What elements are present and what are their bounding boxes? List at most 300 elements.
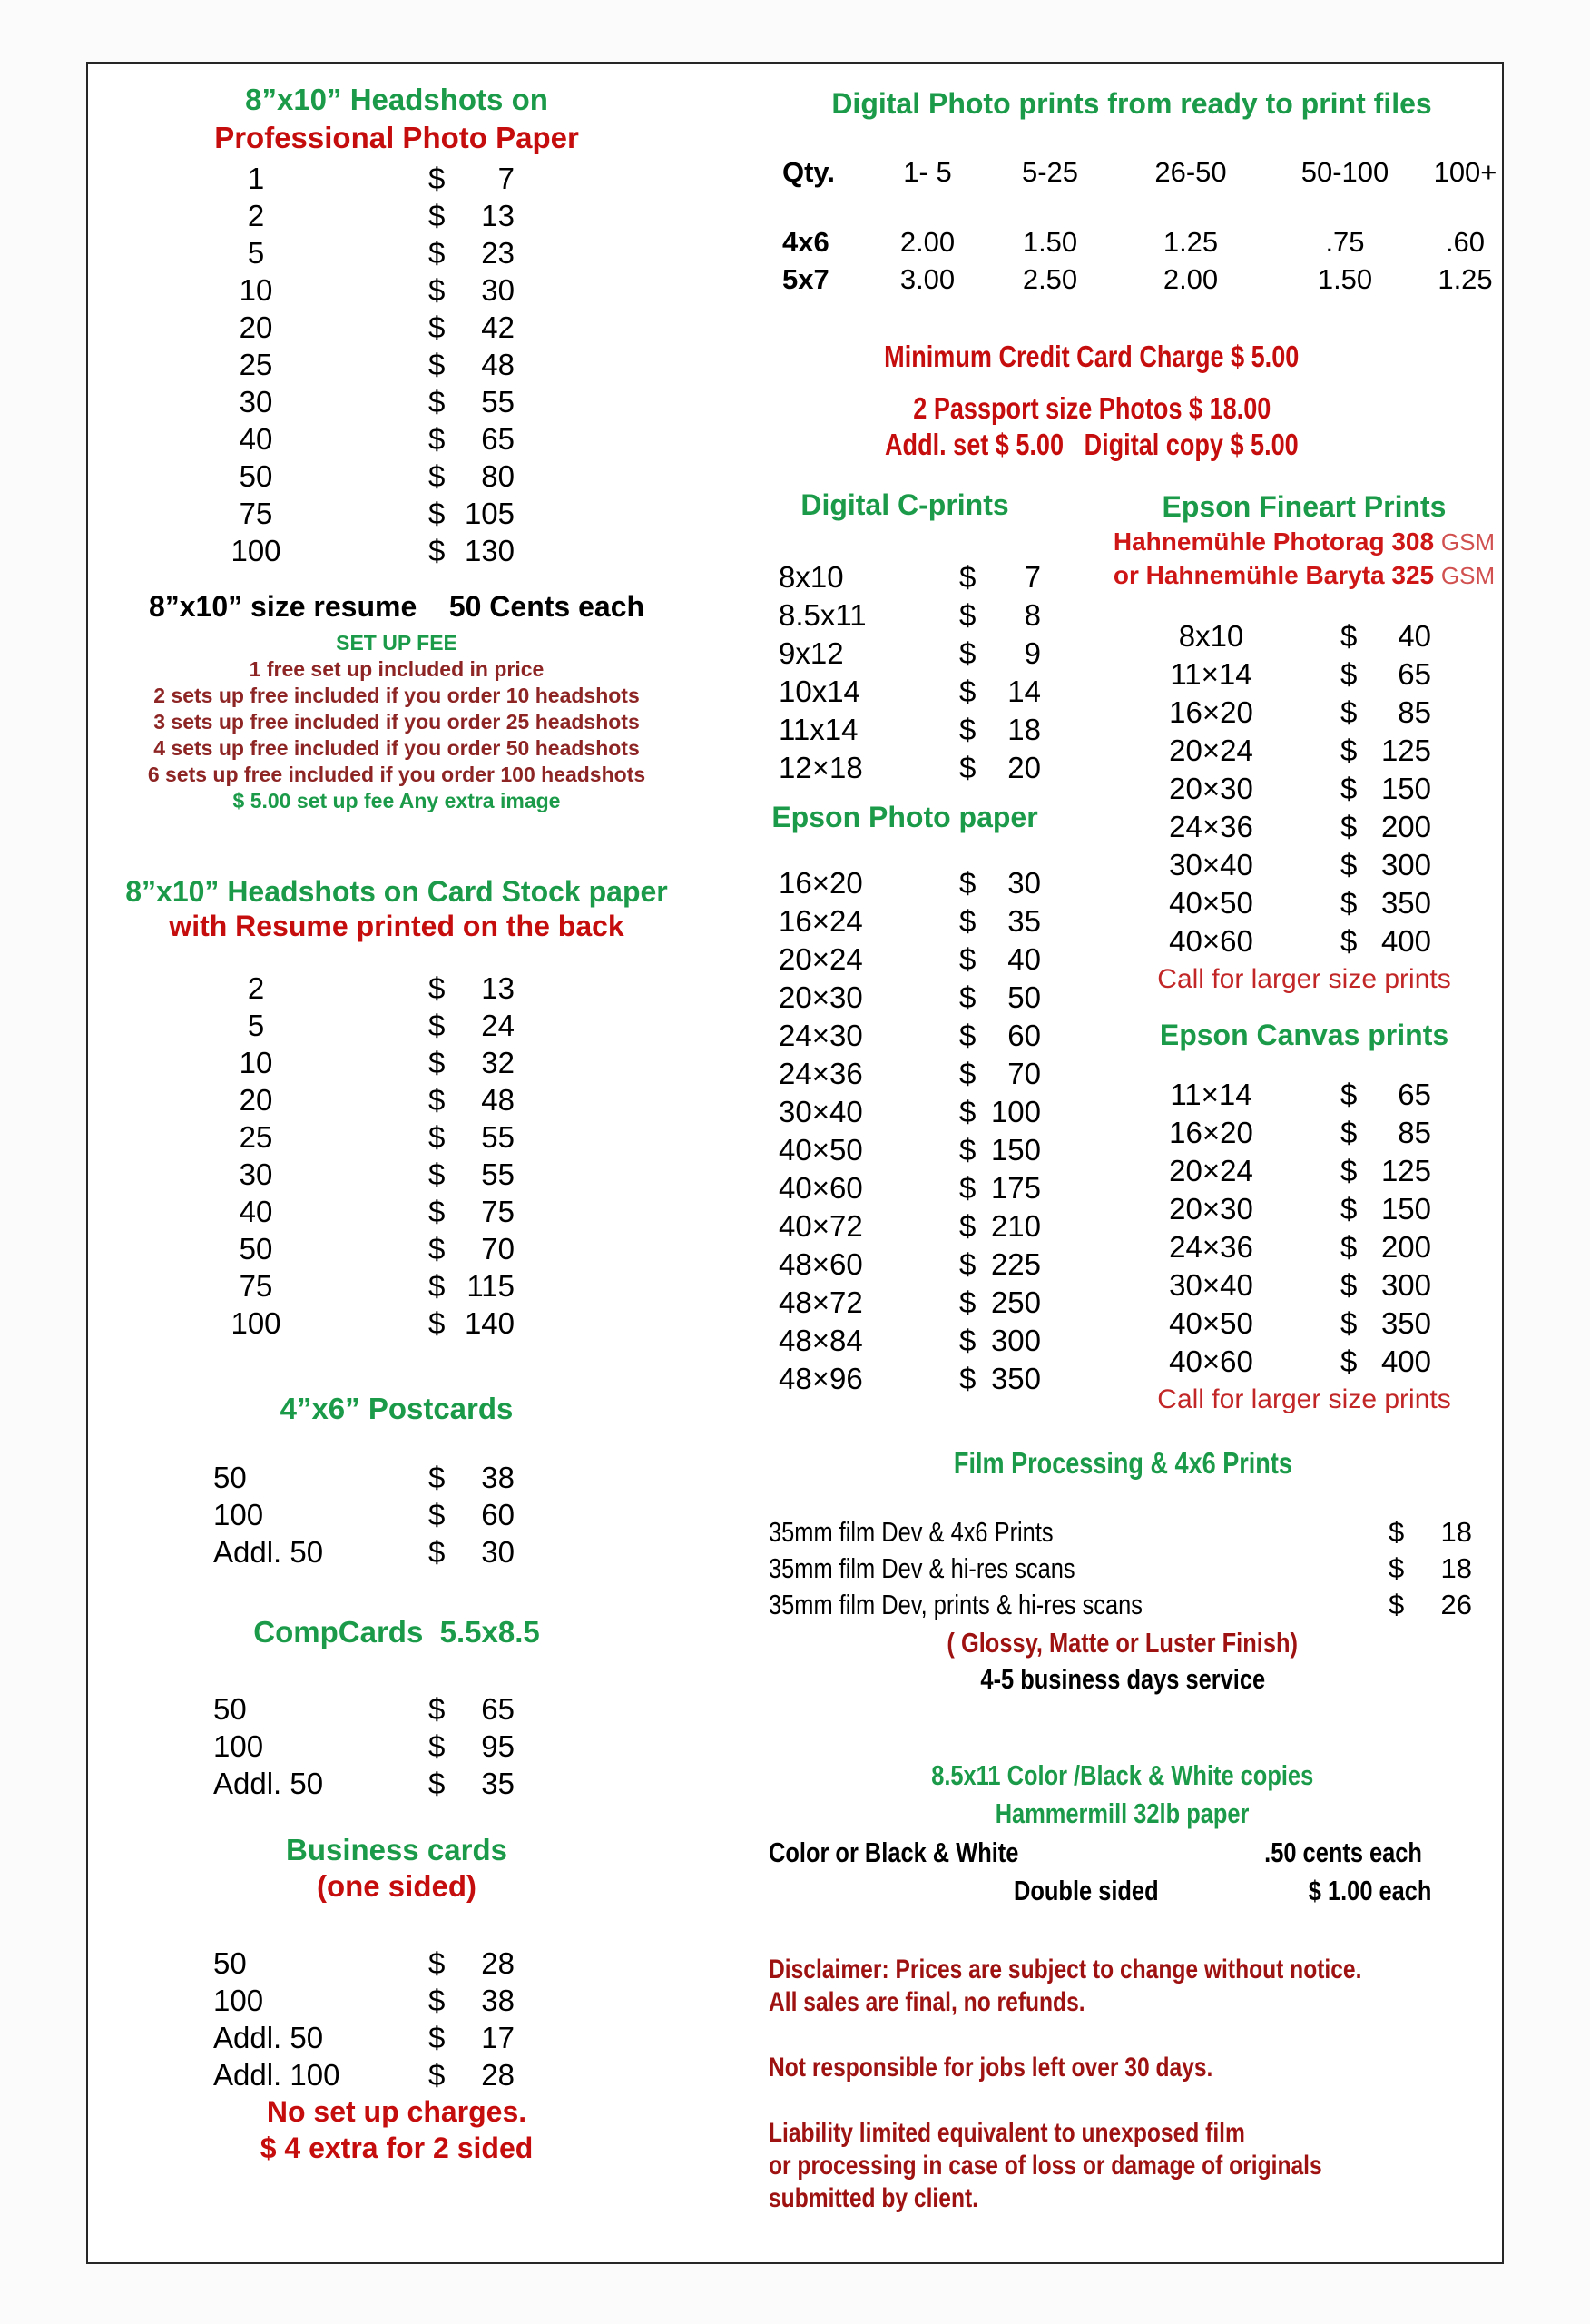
- print-size: 20×30: [779, 980, 863, 1014]
- dollar-sign: $: [959, 1324, 977, 1357]
- price-row: [773, 902, 1041, 940]
- dollar-sign: $: [1340, 886, 1358, 920]
- price-row: [1132, 1228, 1431, 1266]
- dollar-sign: $: [428, 2058, 446, 2092]
- price-value: 20: [1007, 751, 1041, 784]
- quantity: 5: [247, 1009, 265, 1042]
- price-value: 2.00: [1163, 263, 1219, 295]
- price-value: 300: [990, 1324, 1041, 1357]
- dollar-sign: $: [959, 904, 977, 938]
- dollar-sign: $: [428, 459, 446, 493]
- dollar-sign: $: [428, 273, 446, 307]
- canvas-call-note: Call for larger size prints: [1157, 1384, 1451, 1414]
- cardstock-title-line2: with Resume printed on the back: [169, 910, 624, 942]
- price-row: [773, 711, 1041, 749]
- price-row: [188, 1081, 515, 1118]
- quantity: 5: [247, 236, 265, 270]
- price-value: 80: [481, 459, 515, 493]
- dollar-sign: $: [1340, 1154, 1358, 1187]
- film-service-text: 4-5 business days service: [980, 1663, 1265, 1695]
- price-value: 2.50: [1022, 263, 1078, 295]
- quantity: 20: [239, 310, 273, 344]
- dollar-sign: $: [1340, 619, 1358, 653]
- price-value: 60: [481, 1498, 515, 1531]
- print-size: 40×50: [1169, 1306, 1253, 1340]
- print-size: 20×24: [1169, 734, 1253, 767]
- print-size: 40×60: [779, 1171, 863, 1205]
- setup-fee-title: SET UP FEE: [336, 631, 457, 655]
- dollar-sign: $: [959, 980, 977, 1014]
- price-row: [188, 234, 515, 271]
- film-service-label: 35mm film Dev & 4x6 Prints: [769, 1516, 1054, 1548]
- price-value: 9: [1024, 636, 1041, 670]
- dollar-sign: $: [1340, 1306, 1358, 1340]
- price-value: 35: [1007, 904, 1041, 938]
- price-row: [188, 1533, 515, 1571]
- dollar-sign: $: [428, 1767, 446, 1800]
- quantity: 50: [213, 1692, 247, 1726]
- price-value: 13: [481, 971, 515, 1005]
- compcards-title: CompCards 5.5x8.5: [253, 1615, 540, 1649]
- headshots-photo-price-table: [188, 160, 515, 569]
- price-value: 30: [481, 1535, 515, 1569]
- print-size: 20×24: [1169, 1154, 1253, 1187]
- price-row: [188, 309, 515, 346]
- price-row: [188, 1690, 515, 1728]
- price-value: 225: [990, 1247, 1041, 1281]
- col-header-1-5: 1- 5: [903, 156, 952, 188]
- price-row: [188, 1728, 515, 1765]
- price-row: [188, 160, 515, 197]
- passport-line1: [678, 390, 1506, 427]
- canvas-price-table: [1132, 1076, 1431, 1381]
- price-value: 32: [481, 1046, 515, 1079]
- dollar-sign: $: [428, 1692, 446, 1726]
- price-row: [1132, 732, 1431, 770]
- dollar-sign: $: [1340, 1230, 1358, 1264]
- resume-price-line: 8”x10” size resume 50 Cents each: [148, 590, 645, 623]
- print-size: 8x10: [779, 560, 844, 594]
- price-value: 85: [1398, 1116, 1431, 1149]
- price-row: [773, 1055, 1041, 1093]
- quantity: 2: [247, 971, 265, 1005]
- col-header-26-50: 26-50: [1154, 156, 1227, 188]
- price-value: 7: [1024, 560, 1041, 594]
- price-row: [1132, 1190, 1431, 1228]
- price-row: [188, 1193, 515, 1230]
- dollar-sign: $: [428, 1269, 446, 1303]
- price-value: 150: [1380, 772, 1431, 805]
- postcards-price-table: [188, 1459, 515, 1571]
- c-prints-price-table: [773, 558, 1041, 787]
- setup-fee-lines: [88, 656, 705, 788]
- disclaimer-line: [769, 2182, 1495, 2215]
- price-value: .60: [1445, 226, 1486, 258]
- dollar-sign: $: [428, 1009, 446, 1042]
- digital-prints-row-5x7: [782, 261, 1508, 298]
- disclaimer-line: [769, 2150, 1495, 2182]
- price-row: [773, 1169, 1041, 1207]
- price-value: 55: [481, 1120, 515, 1154]
- dollar-sign: $: [959, 1019, 977, 1052]
- fineart-paper2: or Hahnemühle Baryta 325: [1113, 561, 1435, 589]
- price-value: 35: [481, 1767, 515, 1800]
- fineart-paper2-unit: GSM: [1440, 562, 1496, 589]
- price-row: [188, 271, 515, 309]
- price-value: 28: [481, 1946, 515, 1980]
- price-row: [773, 940, 1041, 979]
- price-row: [188, 2019, 515, 2056]
- quantity: 75: [239, 497, 273, 530]
- price-row: [188, 495, 515, 532]
- disclaimer-block: [769, 1954, 1495, 2215]
- disclaimer-line: [769, 1986, 1495, 2019]
- price-value: 70: [1007, 1057, 1041, 1090]
- quantity: 100: [213, 1984, 264, 2017]
- price-value: 30: [1007, 866, 1041, 900]
- dollar-sign: $: [959, 1209, 977, 1243]
- print-size: 40×60: [1169, 1344, 1253, 1378]
- fineart-paper1: Hahnemühle Photorag 308: [1113, 527, 1435, 556]
- copies-title2: Hammermill 32lb paper: [996, 1797, 1250, 1829]
- price-row: [773, 1322, 1041, 1360]
- business-cards-note2: $ 4 extra for 2 sided: [260, 2132, 534, 2164]
- price-row: [769, 1514, 1472, 1551]
- dollar-sign: $: [428, 236, 446, 270]
- fineart-call-note: Call for larger size prints: [1157, 964, 1451, 994]
- price-value: 8: [1024, 598, 1041, 632]
- fineart-paper1-line: [1086, 525, 1522, 559]
- price-row: [1132, 1343, 1431, 1381]
- price-row: [1132, 655, 1431, 694]
- dollar-sign: $: [959, 675, 977, 708]
- quantity: 100: [231, 1306, 281, 1340]
- size-label: 5x7: [782, 263, 829, 295]
- price-value: 50: [1007, 980, 1041, 1014]
- price-value: 100: [990, 1095, 1041, 1128]
- quantity: 1: [247, 162, 265, 195]
- print-size: 11×14: [1170, 1078, 1252, 1111]
- quantity: 10: [239, 273, 273, 307]
- price-value: 250: [990, 1285, 1041, 1319]
- price-row: [188, 1459, 515, 1496]
- setup-fee-block: [88, 630, 705, 814]
- dollar-sign: $: [1389, 1589, 1405, 1620]
- disclaimer-text: All sales are final, no refunds.: [769, 1987, 1085, 2017]
- price-value: .75: [1325, 226, 1365, 258]
- price-row: [188, 420, 515, 458]
- c-prints-title: Digital C-prints: [800, 488, 1009, 521]
- business-cards-title: Business cards: [286, 1833, 507, 1866]
- print-size: 11x14: [779, 713, 859, 746]
- dollar-sign: $: [428, 1461, 446, 1494]
- price-value: 55: [481, 1157, 515, 1191]
- canvas-title: Epson Canvas prints: [1159, 1019, 1449, 1051]
- dollar-sign: $: [1340, 695, 1358, 729]
- disclaimer-line: [769, 2084, 1495, 2117]
- price-row: [773, 749, 1041, 787]
- dollar-sign: $: [428, 2021, 446, 2054]
- copies-row2-price: $ 1.00 each: [1308, 1875, 1431, 1906]
- print-size: 40×60: [1169, 924, 1253, 958]
- cardstock-title-line1: 8”x10” Headshots on Card Stock paper: [125, 875, 668, 908]
- print-size: 20×30: [1169, 772, 1253, 805]
- price-row: [188, 1267, 515, 1305]
- min-charge-text: Minimum Credit Card Charge $ 5.00: [884, 340, 1300, 373]
- price-row: [188, 1230, 515, 1267]
- price-row: [773, 1093, 1041, 1131]
- price-value: 350: [990, 1362, 1041, 1395]
- price-value: 38: [481, 1461, 515, 1494]
- price-value: 210: [990, 1209, 1041, 1243]
- price-value: 400: [1380, 924, 1431, 958]
- dollar-sign: $: [1389, 1516, 1405, 1548]
- price-value: 125: [1380, 734, 1431, 767]
- price-value: 200: [1380, 1230, 1431, 1264]
- disclaimer-text: submitted by client.: [769, 2183, 979, 2213]
- price-value: 65: [481, 1692, 515, 1726]
- price-value: 40: [1007, 942, 1041, 976]
- price-row: [1132, 922, 1431, 960]
- price-row: [1132, 1152, 1431, 1190]
- price-value: 55: [481, 385, 515, 419]
- quantity: Addl. 100: [213, 2058, 340, 2092]
- price-row: [769, 1551, 1472, 1587]
- passport-text1: 2 Passport size Photos $ 18.00: [912, 391, 1271, 425]
- digital-prints-table: [782, 154, 1508, 298]
- disclaimer-line: [769, 2117, 1495, 2150]
- disclaimer-text: Liability limited equivalent to unexposed film: [769, 2118, 1245, 2148]
- print-size: 8.5x11: [779, 598, 867, 632]
- dollar-sign: $: [959, 1247, 977, 1281]
- price-value: 40: [1398, 619, 1431, 653]
- setup-fee-line: 4 sets up free included if you order 50 headshots: [153, 736, 640, 760]
- dollar-sign: $: [428, 1498, 446, 1531]
- dollar-sign: $: [428, 1535, 446, 1569]
- price-row: [1132, 884, 1431, 922]
- price-row: [188, 970, 515, 1007]
- price-value: 18: [1007, 713, 1041, 746]
- price-value: 26: [1440, 1589, 1472, 1620]
- price-value: 300: [1380, 848, 1431, 881]
- min-charge-line: [678, 339, 1506, 375]
- epson-photo-title: Epson Photo paper: [771, 801, 1038, 833]
- setup-fee-line: 3 sets up free included if you order 25 headshots: [153, 710, 640, 734]
- price-value: 38: [481, 1984, 515, 2017]
- copies-row1-label: Color or Black & White: [769, 1837, 1019, 1868]
- quantity: 50: [213, 1946, 247, 1980]
- print-size: 40×50: [779, 1133, 863, 1167]
- disclaimer-line: [769, 2019, 1495, 2052]
- price-row: [188, 383, 515, 420]
- dollar-sign: $: [428, 348, 446, 381]
- print-size: 10x14: [779, 675, 860, 708]
- film-title: Film Processing & 4x6 Prints: [953, 1446, 1292, 1480]
- passport-text2: Addl. set $ 5.00 Digital copy $ 5.00: [885, 428, 1299, 461]
- price-value: 3.00: [899, 263, 956, 295]
- price-value: 115: [466, 1269, 515, 1303]
- dollar-sign: $: [1340, 772, 1358, 805]
- print-size: 16×20: [779, 866, 863, 900]
- price-row: [188, 1765, 515, 1802]
- disclaimer-line: [769, 2052, 1495, 2084]
- dollar-sign: $: [959, 598, 977, 632]
- dollar-sign: $: [428, 971, 446, 1005]
- price-row: [188, 532, 515, 569]
- dollar-sign: $: [428, 422, 446, 456]
- price-row: [1132, 1076, 1431, 1114]
- dollar-sign: $: [1389, 1552, 1405, 1584]
- disclaimer-text: Disclaimer: Prices are subject to change without notice.: [769, 1955, 1362, 1984]
- price-value: 125: [1380, 1154, 1431, 1187]
- quantity: 40: [239, 422, 273, 456]
- quantity: 25: [239, 348, 273, 381]
- dollar-sign: $: [428, 1946, 446, 1980]
- dollar-sign: $: [1340, 734, 1358, 767]
- price-row: [1132, 846, 1431, 884]
- price-value: 24: [481, 1009, 515, 1042]
- price-row: [1132, 1114, 1431, 1152]
- disclaimer-text: Not responsible for jobs left over 30 days.: [769, 2053, 1213, 2083]
- price-value: 28: [481, 2058, 515, 2092]
- digital-prints-header-row: [782, 154, 1508, 191]
- quantity: 40: [239, 1195, 273, 1228]
- price-value: 1.25: [1438, 263, 1493, 295]
- copies-title1-line: [723, 1758, 1522, 1794]
- dollar-sign: $: [959, 751, 977, 784]
- compcards-price-table: [188, 1690, 515, 1802]
- fineart-price-table: [1132, 617, 1431, 960]
- setup-fee-line: 1 free set up included in price: [249, 657, 545, 681]
- business-cards-note1: No set up charges.: [266, 2095, 527, 2128]
- print-size: 24×30: [779, 1019, 863, 1052]
- price-value: 95: [481, 1729, 515, 1763]
- price-value: 200: [1380, 810, 1431, 843]
- price-value: 48: [481, 1083, 515, 1117]
- quantity: Addl. 50: [213, 1535, 324, 1569]
- dollar-sign: $: [959, 1171, 977, 1205]
- film-price-table: [769, 1514, 1472, 1623]
- quantity: 30: [239, 1157, 273, 1191]
- price-row: [773, 1017, 1041, 1055]
- print-size: 11×14: [1170, 657, 1252, 691]
- price-value: 14: [1007, 675, 1041, 708]
- film-service-label: 35mm film Dev, prints & hi-res scans: [769, 1589, 1143, 1620]
- quantity: 50: [213, 1461, 247, 1494]
- price-value: 48: [481, 348, 515, 381]
- price-row: [1132, 808, 1431, 846]
- size-label: 4x6: [782, 226, 829, 258]
- price-value: 2.00: [899, 226, 956, 258]
- dollar-sign: $: [428, 385, 446, 419]
- dollar-sign: $: [428, 162, 446, 195]
- dollar-sign: $: [1340, 1344, 1358, 1378]
- price-row: [773, 558, 1041, 596]
- price-row: [188, 1007, 515, 1044]
- print-size: 24×36: [1169, 1230, 1253, 1264]
- dollar-sign: $: [959, 1285, 977, 1319]
- quantity: 100: [213, 1498, 264, 1531]
- quantity: 2: [247, 199, 265, 232]
- headshots-photo-title-line1: 8”x10” Headshots on: [245, 83, 548, 116]
- print-size: 16×20: [1169, 695, 1253, 729]
- dollar-sign: $: [959, 866, 977, 900]
- dollar-sign: $: [959, 560, 977, 594]
- quantity: Addl. 50: [213, 1767, 324, 1800]
- quantity: 50: [239, 459, 273, 493]
- dollar-sign: $: [428, 1729, 446, 1763]
- copies-row2-label: Double sided: [1014, 1875, 1159, 1906]
- price-value: 150: [990, 1133, 1041, 1167]
- print-size: 48×84: [779, 1324, 863, 1357]
- quantity: 20: [239, 1083, 273, 1117]
- print-size: 48×96: [779, 1362, 863, 1395]
- dollar-sign: $: [428, 310, 446, 344]
- business-cards-subtitle: (one sided): [316, 1869, 476, 1903]
- dollar-sign: $: [1340, 1192, 1358, 1226]
- price-value: 150: [1380, 1192, 1431, 1226]
- price-value: 13: [481, 199, 515, 232]
- print-size: 20×30: [1169, 1192, 1253, 1226]
- print-size: 8x10: [1178, 619, 1244, 653]
- dollar-sign: $: [428, 497, 446, 530]
- price-value: 65: [1398, 1078, 1431, 1111]
- price-value: 42: [481, 310, 515, 344]
- price-row: [188, 197, 515, 234]
- price-row: [773, 1284, 1041, 1322]
- price-value: 7: [497, 162, 515, 195]
- price-row: [1132, 1305, 1431, 1343]
- price-row: [188, 458, 515, 495]
- price-value: 65: [1398, 657, 1431, 691]
- print-size: 48×60: [779, 1247, 863, 1281]
- dollar-sign: $: [428, 1195, 446, 1228]
- dollar-sign: $: [959, 1057, 977, 1090]
- quantity: 75: [239, 1269, 273, 1303]
- postcards-title: 4”x6” Postcards: [280, 1392, 514, 1425]
- copies-row1-price: .50 cents each: [1264, 1837, 1422, 1868]
- film-finish-line: [769, 1625, 1477, 1661]
- passport-line2: [678, 427, 1506, 463]
- price-sheet: [86, 62, 1504, 2264]
- price-row: [773, 979, 1041, 1017]
- quantity: 10: [239, 1046, 273, 1079]
- copies-title1: 8.5x11 Color /Black & White copies: [931, 1759, 1314, 1791]
- print-size: 24×36: [1169, 810, 1253, 843]
- quantity: 30: [239, 385, 273, 419]
- print-size: 24×36: [779, 1057, 863, 1090]
- price-row: [773, 1131, 1041, 1169]
- print-size: 48×72: [779, 1285, 863, 1319]
- fineart-paper1-unit: GSM: [1440, 528, 1496, 556]
- dollar-sign: $: [1340, 1268, 1358, 1302]
- print-size: 16×20: [1169, 1116, 1253, 1149]
- epson-photo-price-table: [773, 864, 1041, 1398]
- dollar-sign: $: [428, 1306, 446, 1340]
- setup-fee-footer: $ 5.00 set up fee Any extra image: [232, 789, 561, 812]
- cardstock-price-table: [188, 970, 515, 1342]
- copies-row1: [769, 1834, 1486, 1872]
- price-row: [773, 864, 1041, 902]
- dollar-sign: $: [428, 1046, 446, 1079]
- price-row: [188, 2056, 515, 2093]
- price-value: 350: [1380, 1306, 1431, 1340]
- price-value: 140: [464, 1306, 515, 1340]
- dollar-sign: $: [1340, 848, 1358, 881]
- setup-fee-line: 6 sets up free included if you order 100 headshots: [147, 763, 646, 786]
- dollar-sign: $: [428, 1157, 446, 1191]
- quantity: 100: [213, 1729, 264, 1763]
